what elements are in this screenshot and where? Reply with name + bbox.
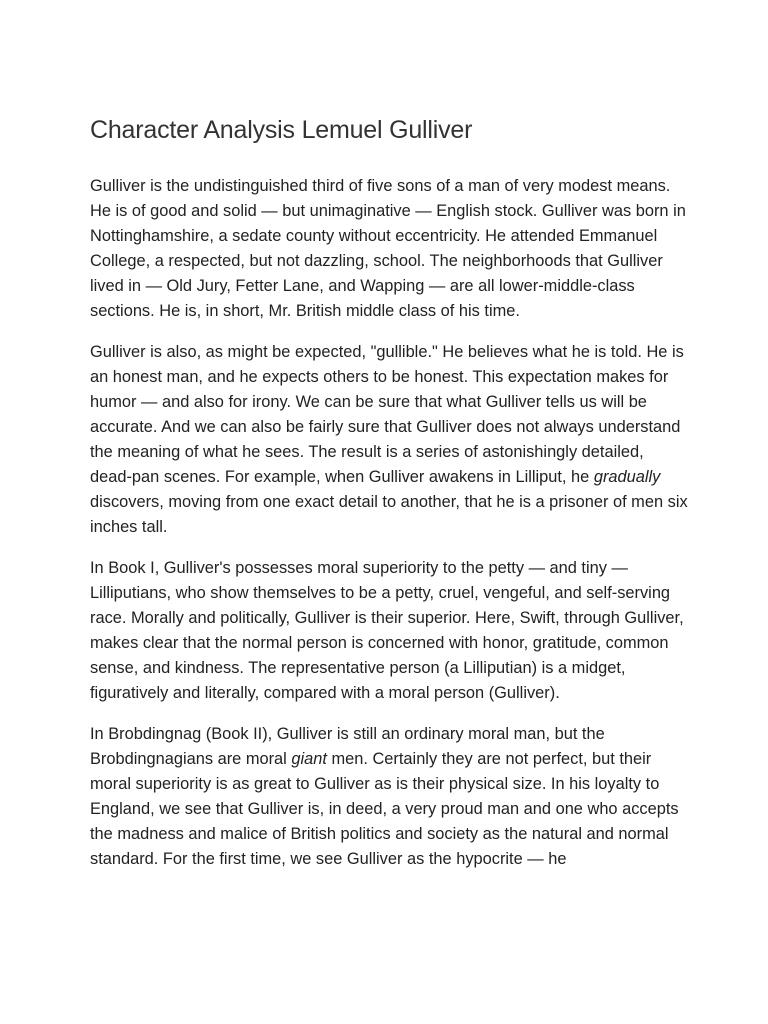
document-title: Character Analysis Lemuel Gulliver — [90, 116, 473, 144]
document-body — [90, 174, 690, 872]
paragraph-text: In Brobdingnag (Book II), Gulliver is still an ordinary moral man, but the Brobdingnagians are moral — [90, 725, 605, 768]
emphasized-text: giant — [291, 750, 327, 768]
paragraph — [90, 340, 690, 540]
paragraph-text: In Book I, Gulliver's possesses moral superiority to the petty — and tiny — Lilliputians, who show themselves to be a petty, cruel, vengeful, and self-serving race. Morally and politically, Gulliver is their superior. Here, Swift, through Gulliver, makes clear that the normal person is concerned with honor, gratitude, common sense, and kindness. The representative person (a Lilliputian) is a midget, figuratively and literally, compared with a moral person (Gulliver). — [90, 559, 684, 702]
paragraph — [90, 722, 690, 872]
paragraph — [90, 174, 690, 324]
paragraph — [90, 556, 690, 706]
paragraph-text: Gulliver is also, as might be expected, "gullible." He believes what he is told. He is an honest man, and he expects others to be honest. This expectation makes for humor — and also for irony. We can be sure that what Gulliver tells us will be accurate. And we can also be fairly sure that Gulliver does not always understand the meaning of what he sees. The result is a series of astonishingly detailed, dead-pan scenes. For example, when Gulliver awakens in Lilliput, he — [90, 343, 684, 486]
paragraph-text: Gulliver is the undistinguished third of five sons of a man of very modest means. He is of good and solid — but unimaginative — English stock. Gulliver was born in Nottinghamshire, a sedate county without eccentricity. He attended Emmanuel College, a respected, but not dazzling, school. The neighborhoods that Gulliver lived in — Old Jury, Fetter Lane, and Wapping — are all lower-middle-class sections. He is, in short, Mr. British middle class of his time. — [90, 177, 686, 320]
document-page — [90, 112, 690, 888]
emphasized-text: gradually — [593, 468, 661, 486]
paragraph-text: men. Certainly they are not perfect, but their moral superiority is as great to Gulliver as is their physical size. In his loyalty to England, we see that Gulliver is, in deed, a very proud man and one who accepts the madness and malice of British politics and society as the natural and normal standard. For the first time, we see Gulliver as the hypocrite — he — [90, 750, 679, 868]
paragraph-text: discovers, moving from one exact detail to another, that he is a prisoner of men six inches tall. — [90, 493, 688, 536]
